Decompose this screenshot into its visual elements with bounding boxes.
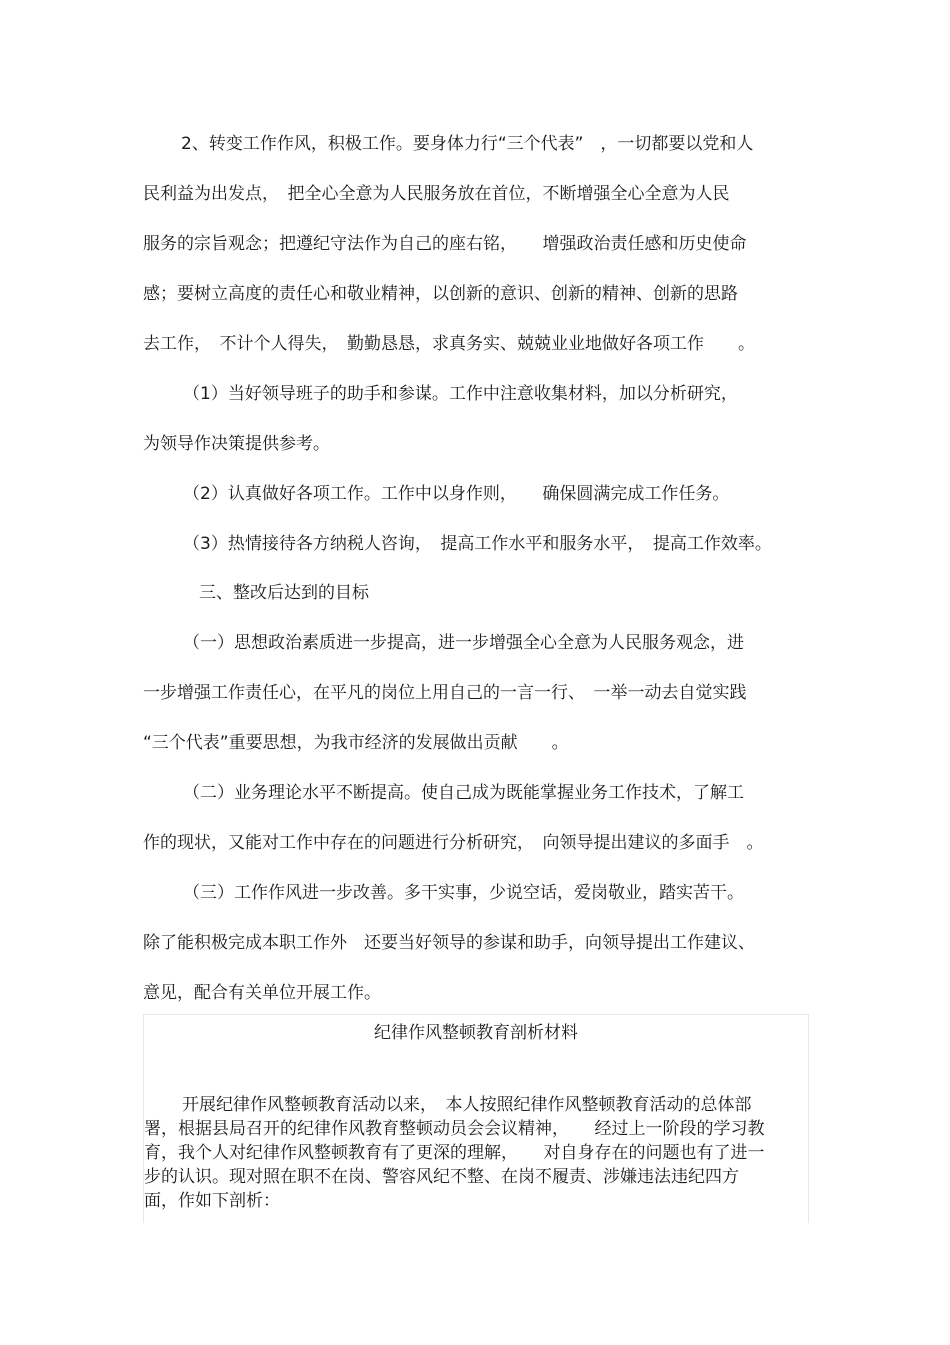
paragraph-2-line-4: 感；要树立高度的责任心和敬业精神，以创新的意识、创新的精神、创新的思路 [143, 284, 738, 304]
goal-1-line-1: （一）思想政治素质进一步提高，进一步增强全心全意为人民服务观念，进 [183, 633, 744, 653]
goal-2-line-1: （二）业务理论水平不断提高。使自己成为既能掌握业务工作技术，了解工 [183, 783, 744, 803]
goal-3-line-2: 除了能积极完成本职工作外 还要当好领导的参谋和助手，向领导提出工作建议、 [143, 933, 755, 953]
item-1-line-2: 为领导作决策提供参考。 [143, 434, 330, 454]
goal-2-line-2: 作的现状，又能对工作中存在的问题进行分析研究， 向领导提出建议的多面手 。 [143, 833, 764, 853]
paragraph-2-line-1: 2、转变工作作风，积极工作。要身体力行“三个代表” ，一切都要以党和人 [181, 134, 754, 154]
article-title: 纪律作风整顿教育剖析材料 [374, 1023, 578, 1043]
article-box [143, 1014, 809, 1223]
item-1-line-1: （1）当好领导班子的助手和参谋。工作中注意收集材料，加以分析研究， [183, 384, 738, 404]
section-3-heading: 三、整改后达到的目标 [199, 583, 369, 603]
article-line-4: 步的认识。现对照在职不在岗、警容风纪不整、在岗不履责、涉嫌违法违纪四方 [144, 1167, 739, 1187]
article-line-3: 育，我个人对纪律作风整顿教育有了更深的理解， 对自身存在的问题也有了进一 [144, 1143, 765, 1163]
article-line-5: 面，作如下剖析： [144, 1191, 280, 1211]
item-2-line-1: （2）认真做好各项工作。工作中以身作则， 确保圆满完成工作任务。 [183, 484, 730, 504]
goal-3-line-1: （三）工作作风进一步改善。多干实事，少说空话，爱岗敬业，踏实苦干。 [183, 883, 744, 903]
item-3-line-1: （3）热情接待各方纳税人咨询， 提高工作水平和服务水平， 提高工作效率。 [183, 534, 772, 554]
goal-1-line-2: 一步增强工作责任心，在平凡的岗位上用自己的一言一行、 一举一动去自觉实践 [143, 683, 747, 703]
article-line-1: 开展纪律作风整顿教育活动以来， 本人按照纪律作风整顿教育活动的总体部 [182, 1095, 752, 1115]
goal-3-line-3: 意见，配合有关单位开展工作。 [143, 983, 381, 1003]
article-line-2: 署，根据县局召开的纪律作风教育整顿动员会会议精神， 经过上一阶段的学习教 [144, 1119, 765, 1139]
paragraph-2-line-2: 民利益为出发点， 把全心全意为人民服务放在首位，不断增强全心全意为人民 [143, 184, 730, 204]
goal-1-line-3: “三个代表”重要思想，为我市经济的发展做出贡献 。 [143, 733, 569, 753]
paragraph-2-line-5: 去工作， 不计个人得失， 勤勤恳恳，求真务实、兢兢业业地做好各项工作 。 [143, 334, 755, 354]
paragraph-2-line-3: 服务的宗旨观念；把遵纪守法作为自己的座右铭， 增强政治责任感和历史使命 [143, 234, 747, 254]
